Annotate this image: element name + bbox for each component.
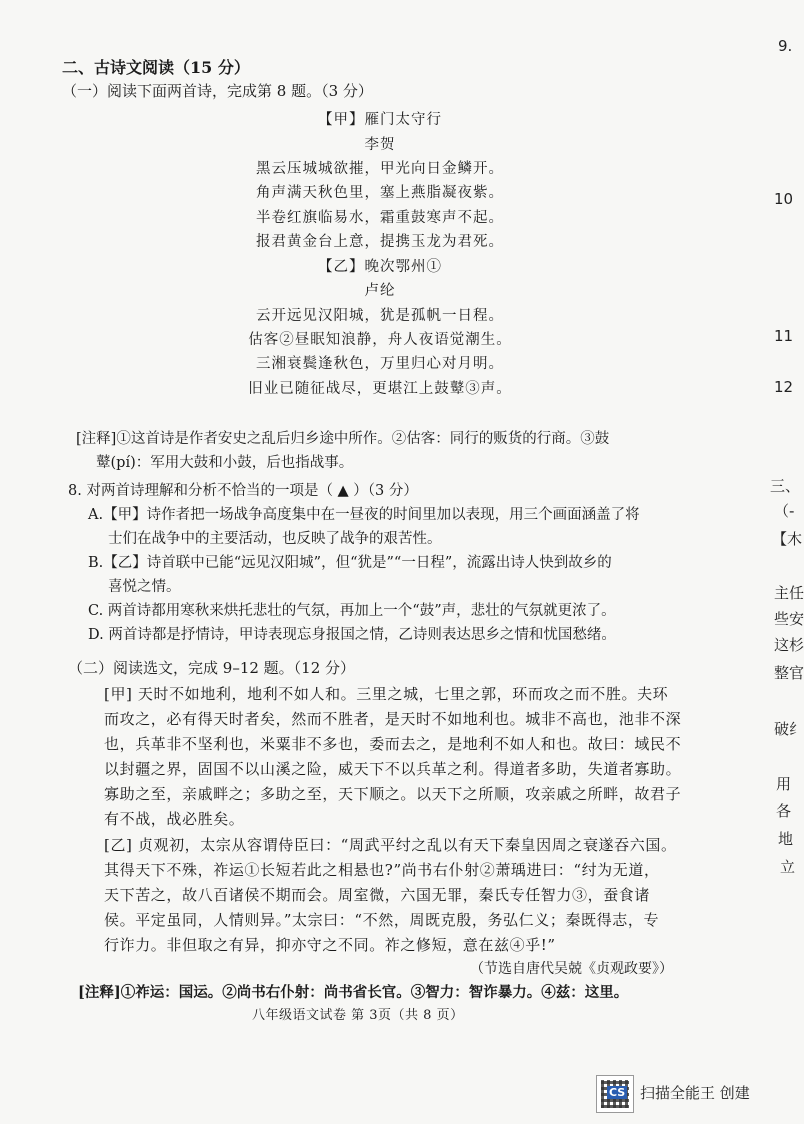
right-margin-fragment: 破纟 xyxy=(774,720,804,738)
poem1-line: 黑云压城城欲摧，甲光向日金鳞开。 xyxy=(256,161,504,177)
right-margin-fragment: 【木 xyxy=(772,530,803,548)
question-8-stem: 8. 对两首诗理解和分析不恰当的一项是（ ▲ ）（3 分） xyxy=(68,483,418,499)
section-title: 二、古诗文阅读（15 分） xyxy=(62,58,250,77)
q8-option-c: C. 两首诗都用寒秋来烘托悲壮的气氛，再加上一个“鼓”声，悲壮的气氛就更浓了。 xyxy=(88,603,616,619)
passage-yi-line: 其得天下不殊，祚运①长短若此之相悬也?”尚书右仆射②萧瑀进曰：“纣为无道， xyxy=(104,861,660,879)
right-margin-fragment: 各 xyxy=(776,802,792,820)
poem1-line: 报君黄金台上意，提携玉龙为君死。 xyxy=(256,234,504,250)
poem1-author: 李贺 xyxy=(364,137,396,153)
right-margin-fragment: 这杉 xyxy=(774,636,804,654)
right-margin-fragment: 地 xyxy=(778,830,794,848)
passage-jia-line: 也，兵革非不坚利也，米粟非不多也，委而去之，是地利不如人和也。故曰：域民不 xyxy=(104,735,682,753)
q8-option-a: A.【甲】诗作者把一场战争高度集中在一昼夜的时间里加以表现，用三个画面涵盖了将 xyxy=(88,507,640,523)
passage-jia-line: [甲] 天时不如地利，地利不如人和。三里之城，七里之郭，环而攻之而不胜。夫环 xyxy=(104,685,669,703)
right-margin-fragment: 9. xyxy=(778,37,793,55)
poem2-line: 估客②昼眠知浪静，舟人夜语觉潮生。 xyxy=(248,332,512,348)
q8-option-b-cont: 喜悦之情。 xyxy=(108,579,181,595)
poem1-line: 半卷红旗临易水，霜重鼓寒声不起。 xyxy=(256,210,504,226)
passage-yi-line: 行诈力。非但取之有异，抑亦守之不同。祚之修短，意在兹④乎!” xyxy=(104,936,556,954)
poem-note: [注释]①这首诗是作者安史之乱后归乡途中所作。②估客：同行的贩货的行商。③鼓 xyxy=(76,431,610,447)
right-margin-fragment: 用 xyxy=(776,775,792,793)
right-margin-fragment: （- xyxy=(774,502,795,520)
q8-option-b: B.【乙】诗首联中已能“远见汉阳城”，但“犹是”“一日程”，流露出诗人快到故乡的 xyxy=(88,555,612,571)
q8-option-a-cont: 士们在战争中的主要活动，也反映了战争的艰苦性。 xyxy=(108,531,442,547)
passage-yi-line: [乙] 贞观初，太宗从容谓侍臣曰：“周武平纣之乱以有天下秦皇因周之衰遂吞六国。 xyxy=(104,836,677,854)
brand-logo: CS xyxy=(609,1086,626,1099)
part2-title: （二）阅读选文，完成 9–12 题。（12 分） xyxy=(68,659,356,677)
poem2-title: 【乙】晚次鄂州① xyxy=(318,259,442,275)
qr-code-icon xyxy=(596,1075,634,1113)
right-margin-fragment: 些安 xyxy=(774,610,804,628)
scanner-brand-label: 扫描全能王 创建 xyxy=(640,1084,750,1102)
passage-jia-line: 有不战，战必胜矣。 xyxy=(104,810,245,828)
right-margin-fragment: 立 xyxy=(780,858,796,876)
passage-source: （节选自唐代吴兢《贞观政要》） xyxy=(470,961,673,977)
poem2-author: 卢纶 xyxy=(364,283,396,299)
poem1-title: 【甲】雁门太守行 xyxy=(318,112,442,128)
right-margin-fragment: 10 xyxy=(774,190,794,208)
poem2-line: 云开远见汉阳城，犹是孤帆一日程。 xyxy=(256,308,504,324)
page-footer: 八年级语文试卷 第 3页（共 8 页） xyxy=(252,1008,464,1023)
passage-jia-line: 而攻之，必有得天时者矣，然而不胜者，是天时不如地利也。城非不高也，池非不深 xyxy=(104,710,682,728)
right-margin-fragment: 整官 xyxy=(774,664,804,682)
poem2-line: 旧业已随征战尽，更堪江上鼓鼙③声。 xyxy=(248,381,512,397)
q8-option-d: D. 两首诗都是抒情诗，甲诗表现忘身报国之情，乙诗则表达思乡之情和忧国愁绪。 xyxy=(88,627,616,643)
right-margin-fragment: 11 xyxy=(774,327,794,345)
poem2-line: 三湘衰鬓逢秋色，万里归心对月明。 xyxy=(256,356,504,372)
right-margin-fragment: 三、 xyxy=(770,477,801,495)
passage-yi-line: 天下苦之，故八百诸侯不期而会。周室微，六国无罪，秦氏专任智力③，蚕食诸 xyxy=(104,886,651,904)
right-margin-fragment: 12 xyxy=(774,378,794,396)
passage-yi-line: 侯。平定虽同，人情则异。”太宗曰：“不然，周既克殷，务弘仁义；秦既得志，专 xyxy=(104,911,660,929)
passage-note: [注释]①祚运：国运。②尚书右仆射：尚书省长官。③智力：智诈暴力。④兹：这里。 xyxy=(78,984,629,1001)
poem1-line: 角声满天秋色里，塞上燕脂凝夜紫。 xyxy=(256,185,504,201)
poem-note: 鼙(pí)：军用大鼓和小鼓，后也指战事。 xyxy=(96,455,354,471)
part1-title: （一）阅读下面两首诗，完成第 8 题。（3 分） xyxy=(62,82,373,100)
right-margin-fragment: 主任 xyxy=(774,584,804,602)
passage-jia-line: 以封疆之界，固国不以山溪之险，威天下不以兵革之利。得道者多助，失道者寡助。 xyxy=(104,760,682,778)
passage-jia-line: 寡助之至，亲戚畔之；多助之至，天下顺之。以天下之所顺，攻亲戚之所畔，故君子 xyxy=(104,785,682,803)
